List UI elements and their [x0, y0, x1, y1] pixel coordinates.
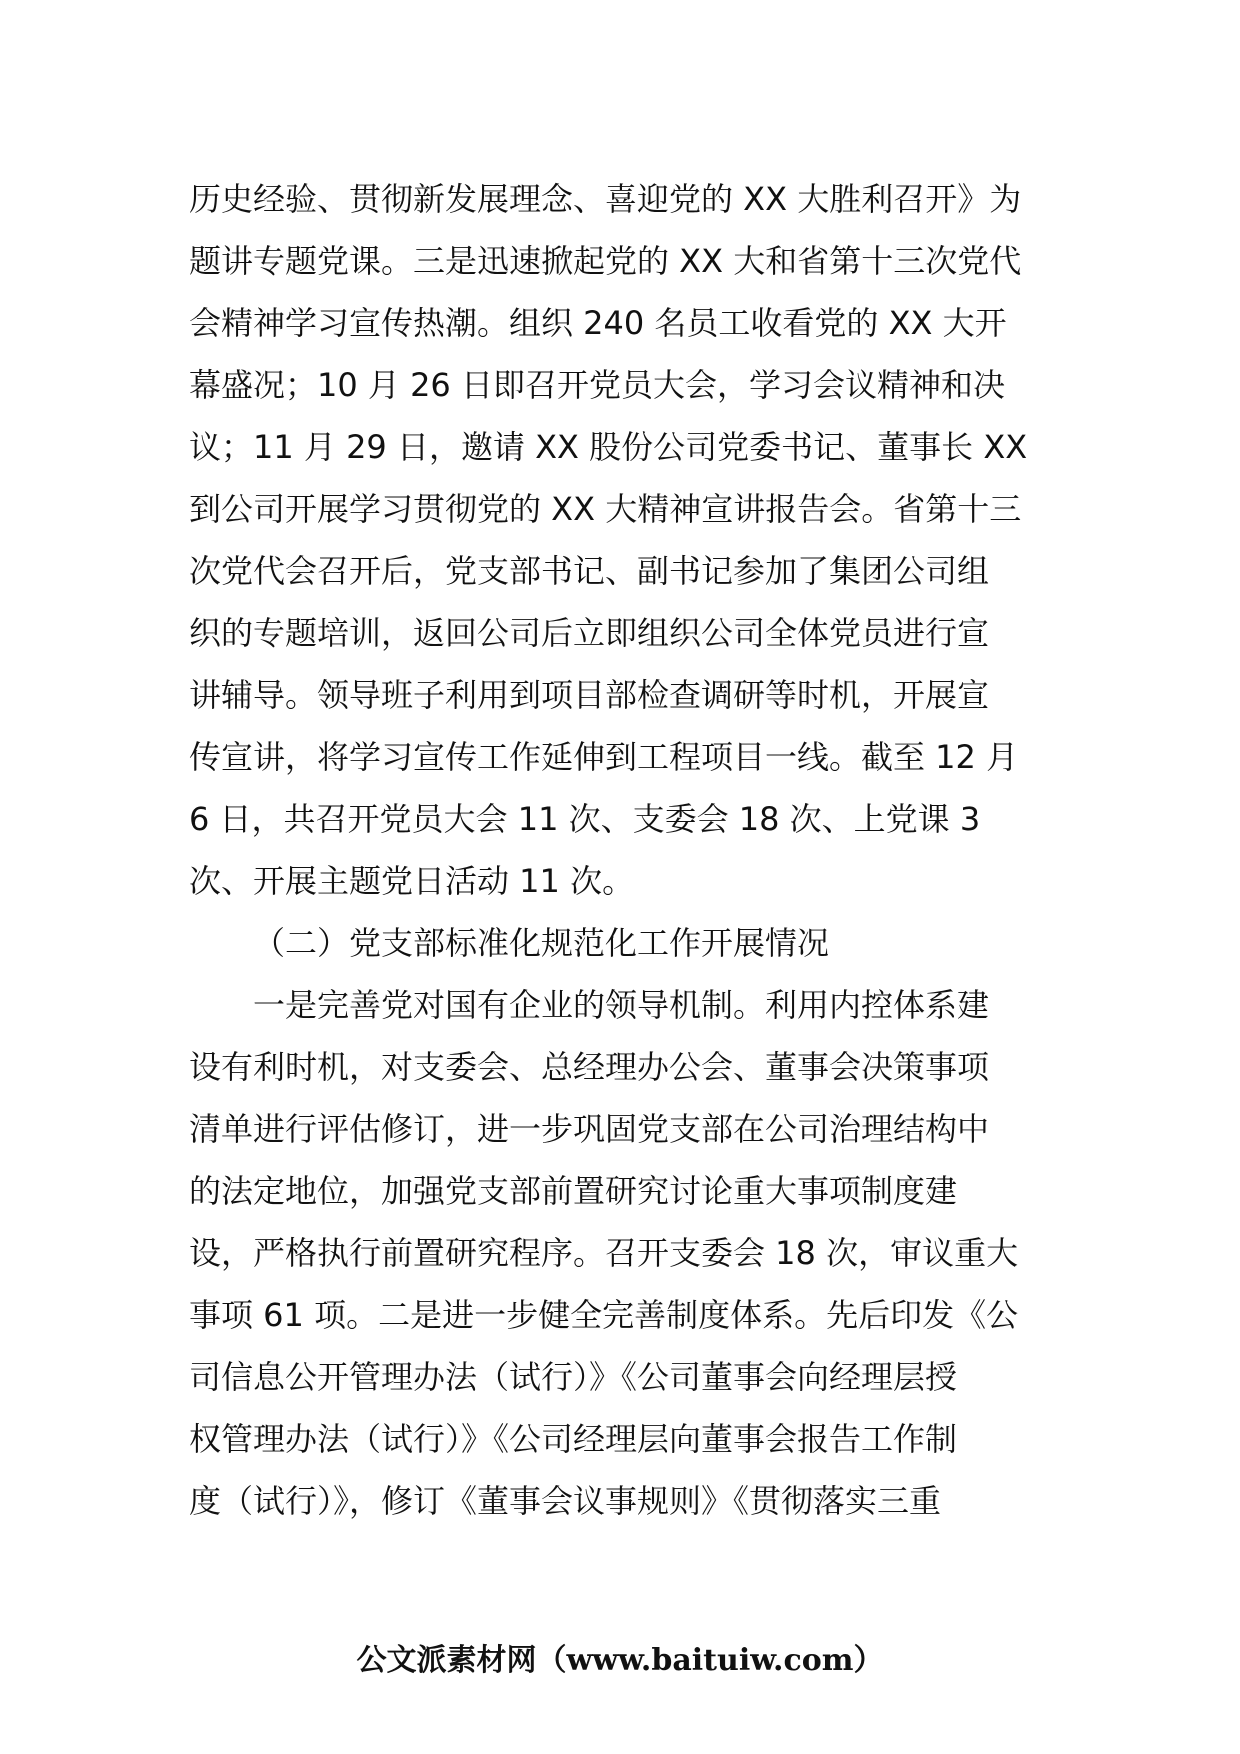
text-line: [189, 478, 1055, 540]
text-line: [189, 1346, 1055, 1408]
paragraph-first-line: [189, 974, 1055, 1036]
section-heading-text: （二）党支部标准化规范化工作开展情况: [253, 924, 830, 962]
text-line: [189, 664, 1055, 726]
text-line-content: 次党代会召开后，党支部书记、副书记参加了集团公司组: [189, 552, 990, 590]
text-line-content: 的法定地位，加强党支部前置研究讨论重大事项制度建: [189, 1172, 958, 1210]
text-line: [189, 850, 1055, 912]
text-line-content: 传宣讲，将学习宣传工作延伸到工程项目一线。截至 12 月: [189, 738, 1019, 776]
text-line-content: 权管理办法（试行）》《公司经理层向董事会报告工作制: [189, 1420, 958, 1458]
text-line: [189, 1160, 1055, 1222]
text-line-content: 到公司开展学习贯彻党的 XX 大精神宣讲报告会。省第十三: [189, 490, 1022, 528]
text-line: [189, 292, 1055, 354]
text-line: [189, 602, 1055, 664]
text-line: [189, 1408, 1055, 1470]
text-line-content: 事项 61 项。二是进一步健全完善制度体系。先后印发《公: [189, 1296, 1019, 1334]
text-line-content: 讲辅导。领导班子利用到项目部检查调研等时机，开展宣: [189, 676, 990, 714]
text-line: [189, 788, 1055, 850]
text-line: [189, 1222, 1055, 1284]
text-line-content: 幕盛况；10 月 26 日即召开党员大会，学习会议精神和决: [189, 366, 1005, 404]
text-line-content: 会精神学习宣传热潮。组织 240 名员工收看党的 XX 大开: [189, 304, 1007, 342]
text-line-content: 题讲专题党课。三是迅速掀起党的 XX 大和省第十三次党代: [189, 242, 1022, 280]
text-line-content: 设有利时机，对支委会、总经理办公会、董事会决策事项: [189, 1048, 990, 1086]
text-line-content: 6 日，共召开党员大会 11 次、支委会 18 次、上党课 3: [189, 800, 981, 838]
text-line: [189, 1470, 1055, 1532]
text-line-content: 设，严格执行前置研究程序。召开支委会 18 次，审议重大: [189, 1234, 1019, 1272]
document-body: [189, 168, 1055, 1532]
text-line-content: 织的专题培训，返回公司后立即组织公司全体党员进行宣: [189, 614, 990, 652]
text-line-content: 清单进行评估修订，进一步巩固党支部在公司治理结构中: [189, 1110, 990, 1148]
text-line-content: 司信息公开管理办法（试行）》《公司董事会向经理层授: [189, 1358, 958, 1396]
text-line-content: 度（试行）》，修订《董事会议事规则》《贯彻落实三重: [189, 1482, 942, 1520]
text-line-content: 一是完善党对国有企业的领导机制。利用内控体系建: [253, 986, 990, 1024]
text-line: [189, 1098, 1055, 1160]
text-line: [189, 1036, 1055, 1098]
section-heading: [189, 912, 1055, 974]
watermark-footer: 公文派素材网（www.baituiw.com）: [356, 1643, 884, 1678]
text-line-content: 历史经验、贯彻新发展理念、喜迎党的 XX 大胜利召开》为: [189, 180, 1022, 218]
text-line: [189, 540, 1055, 602]
text-line-content: 议；11 月 29 日，邀请 XX 股份公司党委书记、董事长 XX: [189, 428, 1028, 466]
text-line: [189, 230, 1055, 292]
text-line: [189, 168, 1055, 230]
text-line: [189, 1284, 1055, 1346]
text-line-content: 次、开展主题党日活动 11 次。: [189, 862, 635, 900]
text-line: [189, 354, 1055, 416]
text-line: [189, 416, 1055, 478]
text-line: [189, 726, 1055, 788]
